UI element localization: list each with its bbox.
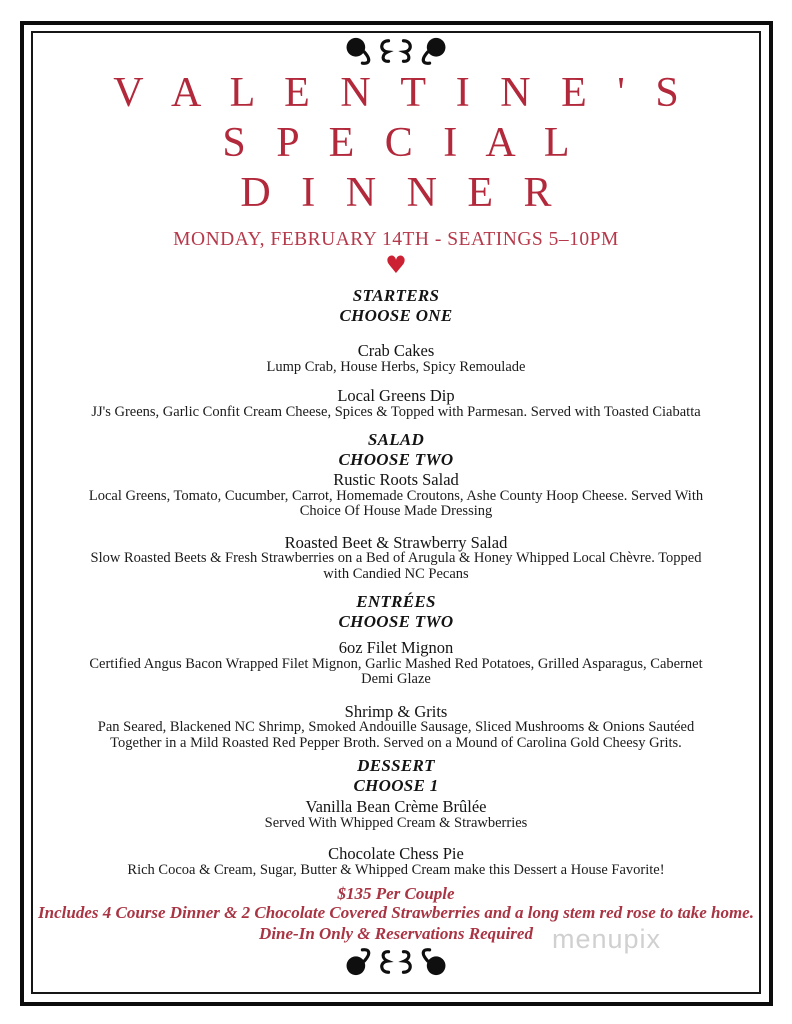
item-name: Roasted Beet & Strawberry Salad bbox=[284, 532, 508, 552]
item-name: Chocolate Chess Pie bbox=[328, 844, 464, 863]
item-description: Rich Cocoa & Cream, Sugar, Butter & Whipped Cream make this Dessert a House Favorite! bbox=[127, 861, 665, 878]
heart-icon: ♥ bbox=[385, 251, 407, 279]
menu-item bbox=[33, 845, 759, 878]
section-title: ENTRÉES bbox=[356, 592, 436, 611]
section-title: STARTERS bbox=[352, 286, 440, 305]
item-description: Certified Angus Bacon Wrapped Filet Mignon, Garlic Mashed Red Potatoes, Grilled Asparagus, Cabernet Demi Glaze bbox=[89, 655, 703, 687]
section-choose-note: CHOOSE TWO bbox=[338, 611, 454, 631]
menu-item bbox=[33, 342, 759, 375]
item-name: Vanilla Bean Crème Brûlée bbox=[305, 797, 487, 816]
section-choose-note: CHOOSE ONE bbox=[339, 305, 453, 325]
menu-item bbox=[33, 798, 759, 831]
price-per-couple: $135 Per Couple bbox=[337, 884, 455, 903]
menu-item bbox=[33, 471, 759, 520]
menu-item bbox=[33, 534, 759, 583]
menu-section-starters bbox=[33, 286, 759, 420]
item-name: 6oz Filet Mignon bbox=[338, 638, 454, 657]
section-title: DESSERT bbox=[357, 756, 435, 775]
item-description: Served With Whipped Cream & Strawberries bbox=[264, 814, 528, 831]
item-description: Local Greens, Tomato, Cucumber, Carrot, Homemade Croutons, Ashe County Hoop Cheese. Served With Choice Of House Made Dressing bbox=[88, 487, 704, 519]
item-description: Slow Roasted Beets & Fresh Strawberries on a Bed of Arugula & Honey Whipped Local Chèvre. Topped with Candied NC Pecans bbox=[90, 550, 702, 582]
menupix-watermark: menupix bbox=[552, 924, 662, 954]
title-line-1: V A L E N T I N E ' S bbox=[113, 70, 689, 116]
menu-section-salad bbox=[33, 430, 759, 582]
item-description: JJ's Greens, Garlic Confit Cream Cheese, Spices & Topped with Parmesan. Served with Toasted Ciabatta bbox=[91, 403, 701, 420]
event-date-line: MONDAY, FEBRUARY 14TH - SEATINGS 5–10PM bbox=[173, 229, 619, 250]
item-name: Shrimp & Grits bbox=[344, 701, 448, 721]
outer-border-frame bbox=[20, 21, 773, 1006]
section-choose-note: CHOOSE TWO bbox=[338, 449, 454, 469]
menu-section-entrees bbox=[33, 592, 759, 751]
title-line-2: S P E C I A L bbox=[222, 120, 580, 166]
title-line-3: D I N N E R bbox=[240, 170, 562, 216]
menu-item bbox=[33, 639, 759, 688]
item-name: Crab Cakes bbox=[357, 341, 435, 360]
item-name: Local Greens Dip bbox=[337, 386, 455, 405]
item-description: Lump Crab, House Herbs, Spicy Remoulade bbox=[266, 358, 526, 375]
item-name: Rustic Roots Salad bbox=[333, 470, 459, 489]
menu-item bbox=[33, 703, 759, 752]
flourish-bottom-icon bbox=[340, 947, 452, 977]
item-description: Pan Seared, Blackened NC Shrimp, Smoked Andouille Sausage, Sliced Mushrooms & Onions Sautéed Together in a Mild Roasted Red Pepper Broth. Served on a Mound of Carolina Gold Cheesy Grits. bbox=[97, 719, 695, 751]
section-title: SALAD bbox=[367, 430, 425, 449]
inner-border-frame bbox=[31, 31, 761, 994]
menu-item bbox=[33, 387, 759, 420]
page-title bbox=[33, 68, 759, 218]
menu-section-dessert bbox=[33, 756, 759, 878]
package-includes-note: Includes 4 Course Dinner & 2 Chocolate Covered Strawberries and a long stem red rose to take home. bbox=[38, 903, 754, 922]
flourish-top-icon bbox=[340, 36, 452, 66]
reservations-note: Dine-In Only & Reservations Required bbox=[259, 924, 533, 943]
section-choose-note: CHOOSE 1 bbox=[353, 775, 439, 795]
